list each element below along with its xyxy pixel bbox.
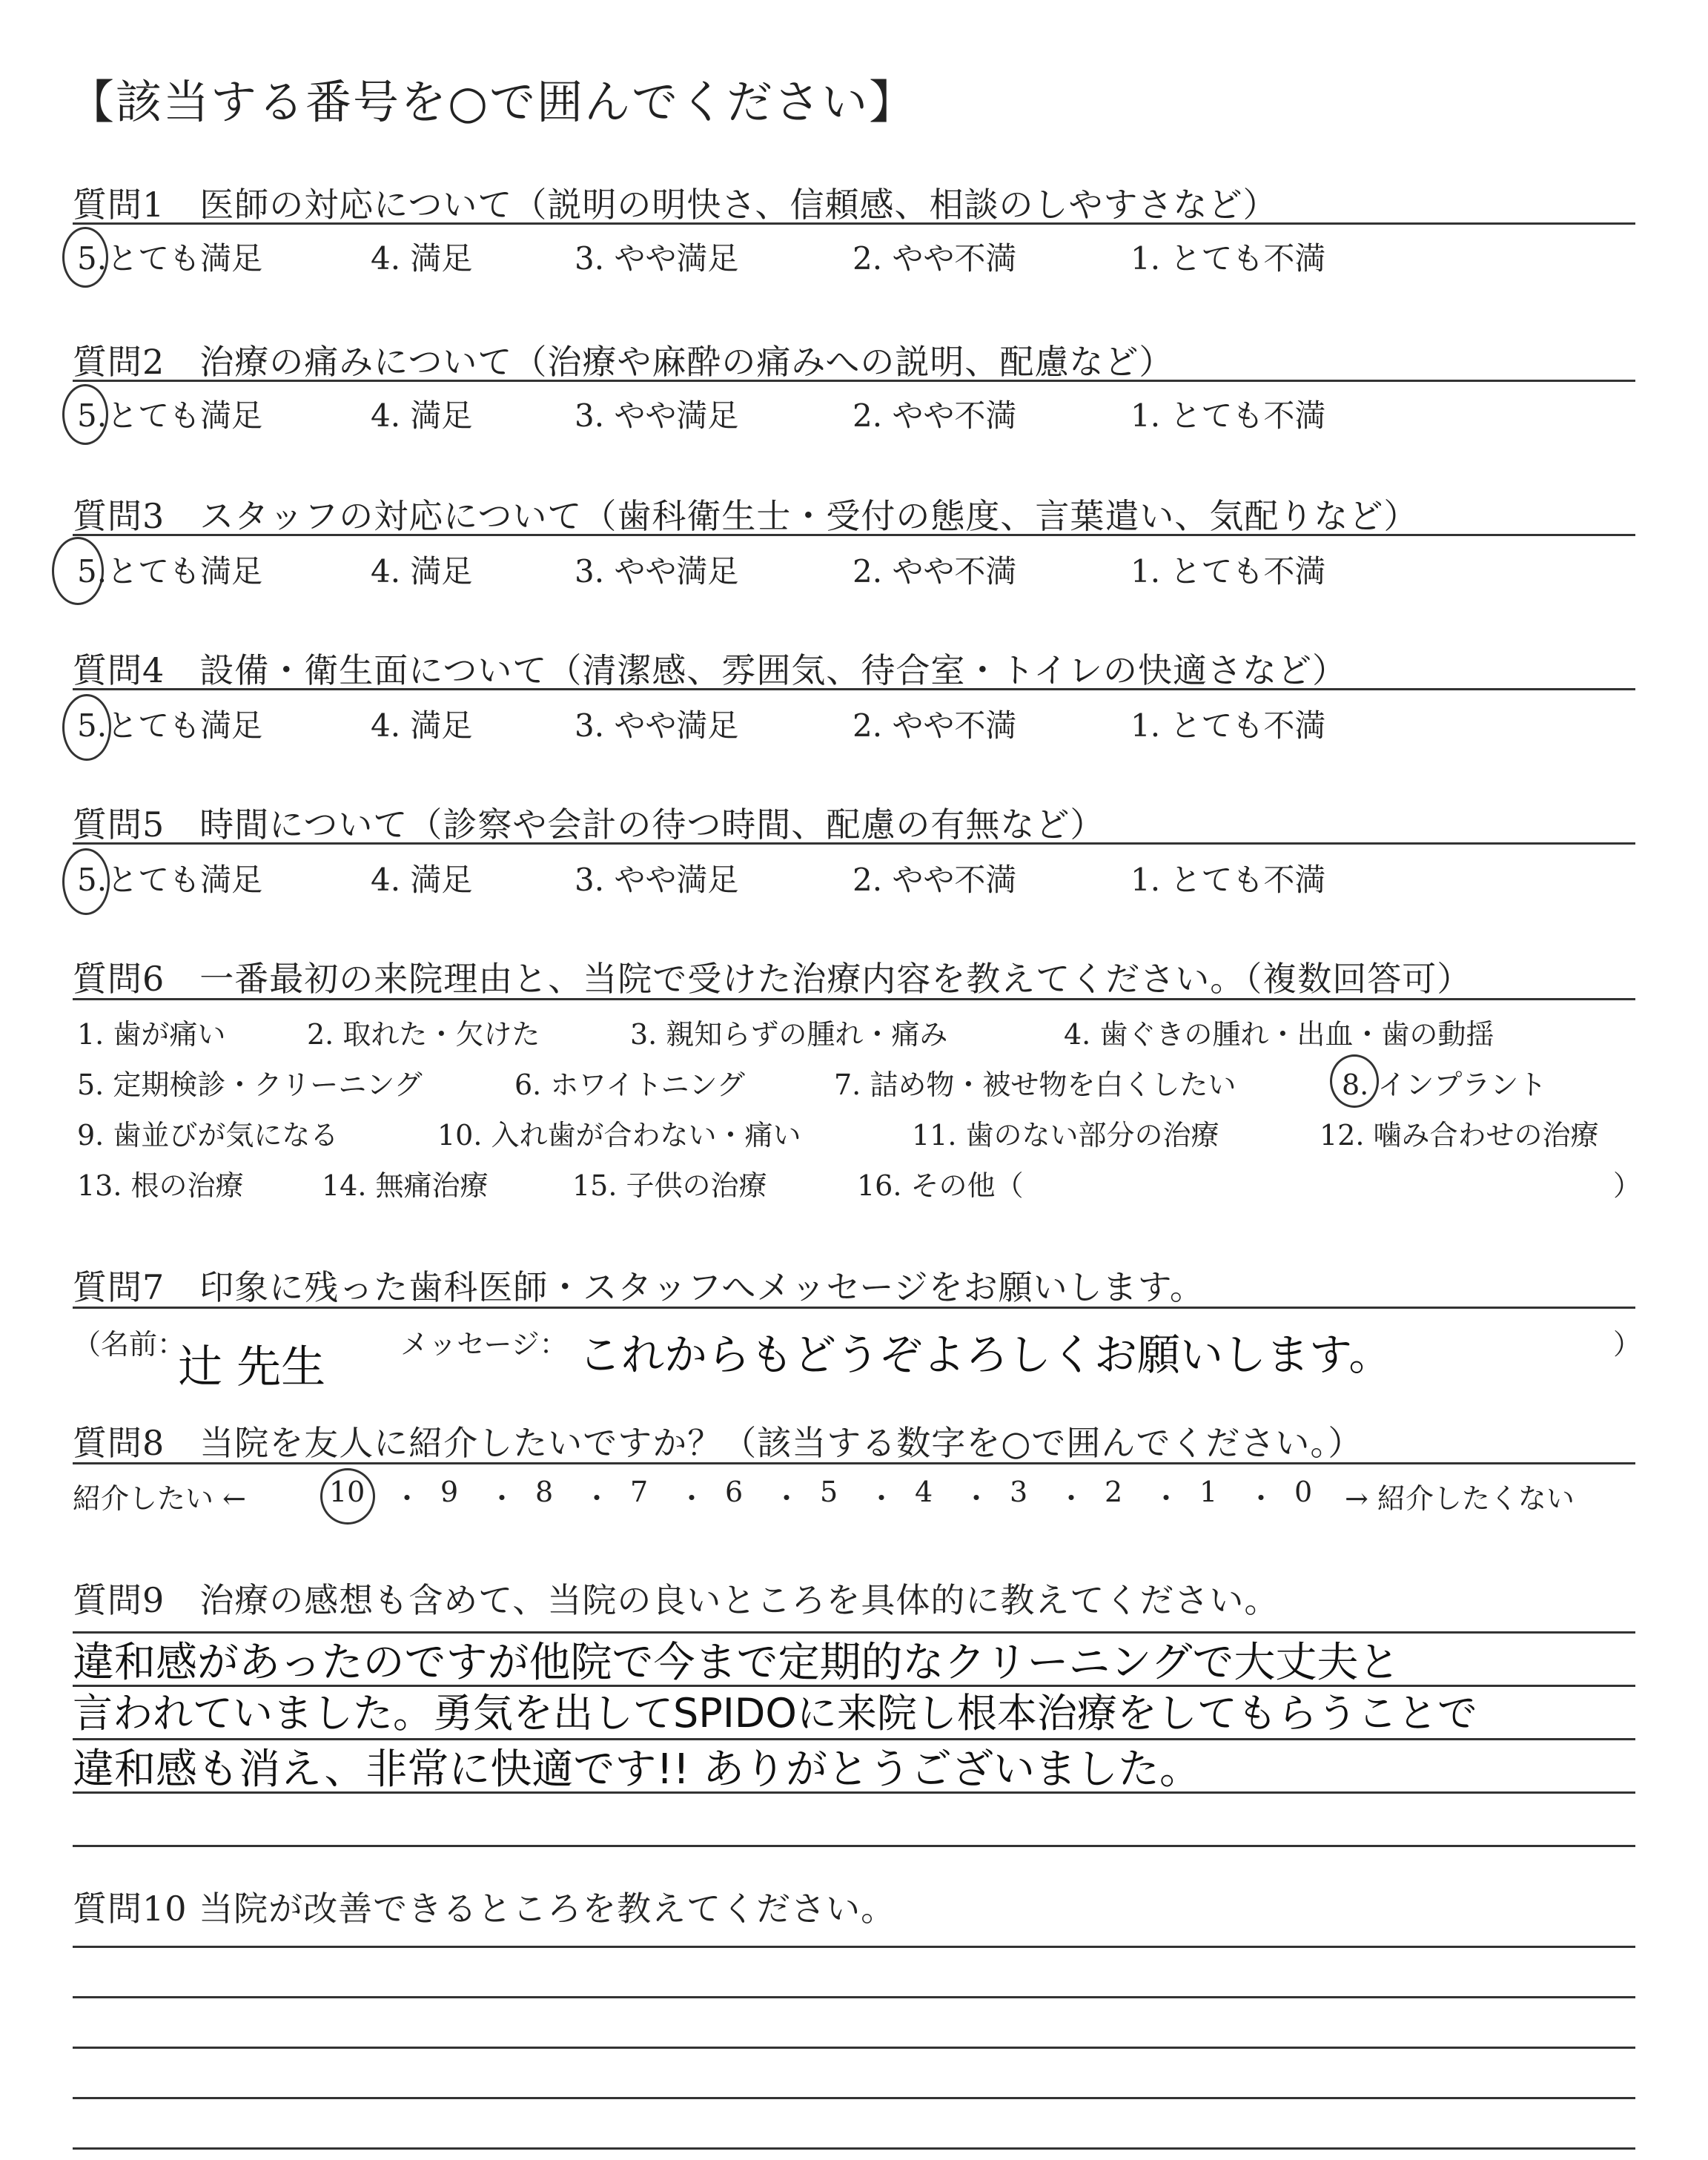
question-7: 質問7 印象に残った歯科医師・スタッフへメッセージをお願いします。	[73, 1267, 1205, 1307]
divider	[73, 380, 1635, 382]
score-separator: ・	[1057, 1482, 1086, 1515]
score-0[interactable]: 0	[1294, 1476, 1313, 1508]
staff-name-handwritten[interactable]: 辻 先生	[178, 1341, 326, 1393]
q5-option-2[interactable]: 2. やや不満	[853, 862, 1017, 898]
score-9[interactable]: 9	[440, 1476, 459, 1508]
question-1: 質問1 医師の対応について（説明の明快さ、信頼感、相談のしやすさなど）	[73, 185, 1278, 225]
question-5: 質問5 時間について（診察や会計の待つ時間、配慮の有無など）	[73, 805, 1105, 845]
q6-option-5[interactable]: 5. 定期検診・クリーニング	[77, 1069, 423, 1101]
q2-option-2[interactable]: 2. やや不満	[853, 397, 1017, 434]
q4-option-5[interactable]: 5.とても満足	[77, 707, 263, 744]
q2-option-1[interactable]: 1. とても不満	[1131, 397, 1326, 434]
q4-option-4[interactable]: 4. 満足	[371, 707, 473, 744]
q6-option-9[interactable]: 9. 歯並びが気になる	[77, 1119, 339, 1152]
score-3[interactable]: 3	[1010, 1476, 1028, 1508]
score-8[interactable]: 8	[535, 1476, 554, 1508]
score-separator: ・	[962, 1482, 991, 1515]
answer-line	[73, 2047, 1635, 2049]
divider	[73, 1462, 1635, 1464]
answer-line	[73, 2097, 1635, 2099]
q6-option-7[interactable]: 7. 詰め物・被せ物を白くしたい	[834, 1069, 1237, 1101]
answer-line	[73, 1845, 1635, 1847]
score-6[interactable]: 6	[725, 1476, 744, 1508]
q9-answer-line-3[interactable]: 違和感も消え、非常に快適です!! ありがとうございました。	[73, 1745, 1202, 1794]
score-1[interactable]: 1	[1199, 1476, 1218, 1508]
score-separator: ・	[583, 1482, 612, 1515]
q6-option-11[interactable]: 11. 歯のない部分の治療	[912, 1119, 1219, 1152]
question-2: 質問2 治療の痛みについて（治療や麻酔の痛みへの説明、配慮など）	[73, 342, 1174, 382]
question-8: 質問8 当院を友人に紹介したいですか？（該当する数字を○で囲んでください。）	[73, 1423, 1363, 1463]
score-separator: ・	[1152, 1482, 1181, 1515]
q5-option-4[interactable]: 4. 満足	[371, 862, 473, 898]
question-9: 質問9 治療の感想も含めて、当院の良いところを具体的に教えてください。	[73, 1580, 1280, 1620]
score-separator: ・	[1247, 1482, 1276, 1515]
q3-option-1[interactable]: 1. とても不満	[1131, 553, 1326, 589]
q2-option-4[interactable]: 4. 満足	[371, 397, 473, 434]
q1-option-1[interactable]: 1. とても不満	[1131, 240, 1326, 277]
q2-option-5[interactable]: 5.とても満足	[77, 397, 263, 434]
answer-line	[73, 2147, 1635, 2150]
q1-option-4[interactable]: 4. 満足	[371, 240, 473, 277]
score-separator: ・	[393, 1482, 422, 1515]
q6-option-4[interactable]: 4. 歯ぐきの腫れ・出血・歯の動揺	[1064, 1018, 1494, 1051]
score-10[interactable]: 10	[329, 1476, 365, 1508]
score-separator: ・	[772, 1482, 801, 1515]
q3-option-3[interactable]: 3. やや満足	[575, 553, 739, 589]
score-separator: ・	[488, 1482, 517, 1515]
q5-option-1[interactable]: 1. とても不満	[1131, 862, 1326, 898]
score-2[interactable]: 2	[1105, 1476, 1123, 1508]
recommend-right-label: → 紹介したくない	[1345, 1482, 1575, 1515]
q6-option-2[interactable]: 2. 取れた・欠けた	[307, 1018, 540, 1051]
divider	[73, 222, 1635, 225]
q6-option-6[interactable]: 6. ホワイトニング	[514, 1069, 745, 1101]
q6-option-3[interactable]: 3. 親知らずの腫れ・痛み	[630, 1018, 948, 1051]
answer-line	[73, 1946, 1635, 1948]
q3-option-2[interactable]: 2. やや不満	[853, 553, 1017, 589]
q6-option-14[interactable]: 14. 無痛治療	[322, 1169, 489, 1202]
q6-option-1[interactable]: 1. 歯が痛い	[77, 1018, 226, 1051]
message-label: メッセージ：	[400, 1328, 568, 1361]
score-5[interactable]: 5	[820, 1476, 838, 1508]
score-7[interactable]: 7	[630, 1476, 649, 1508]
q1-option-2[interactable]: 2. やや不満	[853, 240, 1017, 277]
page-title: 【該当する番号を○で囲んでください】	[68, 75, 917, 129]
score-separator: ・	[678, 1482, 706, 1515]
q3-option-4[interactable]: 4. 満足	[371, 553, 473, 589]
q6-other-close: ）	[1613, 1169, 1642, 1202]
q2-option-3[interactable]: 3. やや満足	[575, 397, 739, 434]
question-3: 質問3 スタッフの対応について（歯科衛生士・受付の態度、言葉遣い、気配りなど）	[73, 496, 1419, 536]
q1-option-5[interactable]: 5.とても満足	[77, 240, 263, 277]
q6-option-16[interactable]: 16. その他（	[857, 1169, 1024, 1202]
q6-option-15[interactable]: 15. 子供の治療	[572, 1169, 767, 1202]
score-4[interactable]: 4	[915, 1476, 933, 1508]
answer-line	[73, 1996, 1635, 1998]
q4-option-1[interactable]: 1. とても不満	[1131, 707, 1326, 744]
divider	[73, 534, 1635, 536]
q4-option-3[interactable]: 3. やや満足	[575, 707, 739, 744]
question-6: 質問6 一番最初の来院理由と、当院で受けた治療内容を教えてください。（複数回答可）	[73, 959, 1472, 999]
q6-option-10[interactable]: 10. 入れ歯が合わない・痛い	[437, 1119, 801, 1152]
divider	[73, 688, 1635, 690]
q5-option-3[interactable]: 3. やや満足	[575, 862, 739, 898]
q5-option-5[interactable]: 5.とても満足	[77, 862, 263, 898]
message-close: ）	[1613, 1328, 1642, 1361]
question-10: 質問10 当院が改善できるところを教えてください。	[73, 1889, 896, 1929]
q4-option-2[interactable]: 2. やや不満	[853, 707, 1017, 744]
divider	[73, 842, 1635, 845]
recommend-left-label: 紹介したい ←	[73, 1482, 246, 1515]
divider	[73, 1307, 1635, 1309]
q9-answer-line-2[interactable]: 言われていました。勇気を出してSPIDOに来院し根本治療をしてもらうことで	[73, 1690, 1477, 1737]
score-separator: ・	[867, 1482, 896, 1515]
q6-option-8[interactable]: 8. インプラント	[1342, 1069, 1547, 1101]
q6-option-13[interactable]: 13. 根の治療	[77, 1169, 244, 1202]
message-handwritten[interactable]: これからもどうぞよろしくお願いします。	[578, 1330, 1392, 1380]
q3-option-5[interactable]: 5.とても満足	[77, 553, 263, 589]
divider	[73, 998, 1635, 1000]
q1-option-3[interactable]: 3. やや満足	[575, 240, 739, 277]
name-label: （名前：	[73, 1328, 186, 1361]
q6-option-12[interactable]: 12. 噛み合わせの治療	[1320, 1119, 1599, 1152]
question-4: 質問4 設備・衛生面について（清潔感、雰囲気、待合室・トイレの快適さなど）	[73, 650, 1348, 690]
q9-answer-line-1[interactable]: 違和感があったのですが他院で今まで定期的なクリーニングで大丈夫と	[73, 1639, 1400, 1687]
